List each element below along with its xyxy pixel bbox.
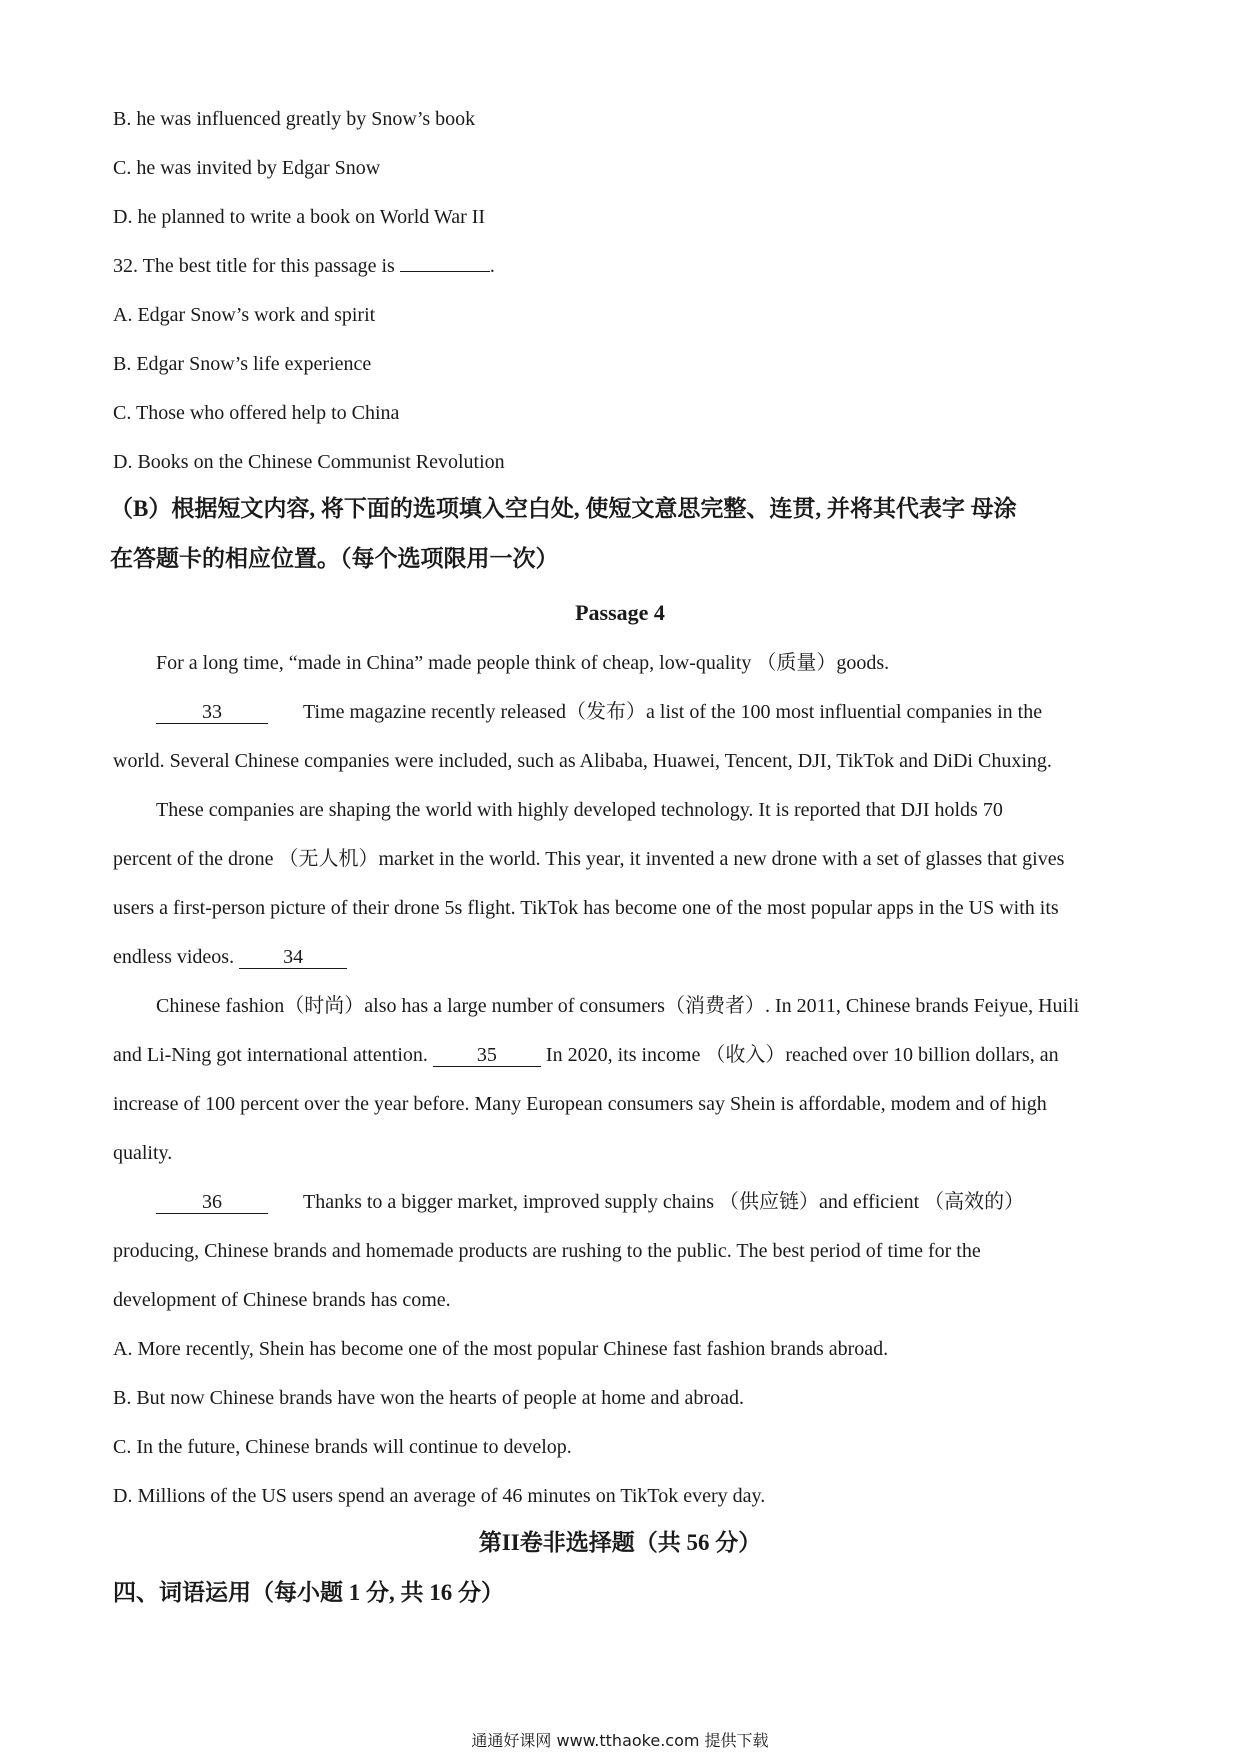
passage-paragraph-3-line3: users a first-person picture of their drone 5s flight. TikTok has become one of the most popular apps in the US with its (113, 897, 1059, 919)
paragraph-3-end-text: endless videos. (113, 946, 235, 968)
q31-option-d: D. he planned to write a book on World War II (113, 206, 486, 228)
q32-option-d: D. Books on the Chinese Communist Revolution (113, 451, 505, 473)
q32-option-a: A. Edgar Snow’s work and spirit (113, 304, 376, 326)
blank-34: 34 (239, 946, 347, 969)
passage-paragraph-4-line3: increase of 100 percent over the year before. Many European consumers say Shein is affordable, modem and of high (113, 1093, 1047, 1115)
choice-c: C. In the future, Chinese brands will continue to develop. (113, 1436, 572, 1458)
paragraph-2-text: Time magazine recently released（发布）a list of the 100 most influential companies in the (303, 701, 1043, 723)
q32-stem-period: . (489, 255, 495, 277)
section-b-instruction-line1: （B）根据短文内容, 将下面的选项填入空白处, 使短文意思完整、连贯, 并将其代表字 母涂 (110, 496, 1017, 521)
page-footer: 通通好课网 www.tthaoke.com 提供下载 (471, 1731, 769, 1750)
passage-paragraph-2-line2: world. Several Chinese companies were included, such as Alibaba, Huawei, Tencent, DJI, TikTok and DiDi Chuxing. (113, 750, 1052, 772)
paragraph-4-pre-text: and Li-Ning got international attention. (113, 1044, 428, 1066)
passage-paragraph-3-line1: These companies are shaping the world with highly developed technology. It is reported that DJI holds 70 (156, 799, 1003, 821)
choice-a: A. More recently, Shein has become one of the most popular Chinese fast fashion brands abroad. (113, 1338, 889, 1360)
passage-paragraph-3-line2: percent of the drone （无人机）market in the world. This year, it invented a new drone with a set of glasses that gives (113, 848, 1065, 870)
passage-paragraph-4-line4: quality. (113, 1142, 173, 1164)
passage-paragraph-5-line2: producing, Chinese brands and homemade products are rushing to the public. The best period of time for the (113, 1240, 981, 1262)
passage-paragraph-2-line1 (156, 699, 1042, 725)
passage-paragraph-5-line1 (156, 1189, 1024, 1215)
passage-paragraph-4-line1: Chinese fashion（时尚）also has a large number of consumers（消费者）. In 2011, Chinese brands Feiyue, Huili (156, 995, 1080, 1017)
choice-d: D. Millions of the US users spend an average of 46 minutes on TikTok every day. (113, 1485, 766, 1507)
part-4-title: 四、词语运用（每小题 1 分, 共 16 分） (113, 1580, 504, 1605)
choice-b: B. But now Chinese brands have won the hearts of people at home and abroad. (113, 1387, 744, 1409)
q31-option-c: C. he was invited by Edgar Snow (113, 157, 381, 179)
passage-paragraph-1: For a long time, “made in China” made people think of cheap, low-quality （质量）goods. (156, 652, 890, 674)
section-b-instruction-line2: 在答题卡的相应位置。（每个选项限用一次） (110, 546, 559, 571)
blank-36: 36 (156, 1191, 268, 1214)
passage-title: Passage 4 (575, 600, 665, 625)
q32-stem (113, 253, 495, 279)
passage-paragraph-5-line3: development of Chinese brands has come. (113, 1289, 451, 1311)
q32-option-b: B. Edgar Snow’s life experience (113, 353, 372, 375)
blank-35: 35 (433, 1044, 541, 1067)
q32-option-c: C. Those who offered help to China (113, 402, 400, 424)
paragraph-4-post-text: In 2020, its income （收入）reached over 10 billion dollars, an (545, 1044, 1059, 1066)
passage-paragraph-3-line4 (113, 944, 347, 970)
q32-stem-text: 32. The best title for this passage is (113, 255, 395, 277)
q32-answer-blank (400, 271, 490, 272)
q31-option-b: B. he was influenced greatly by Snow’s book (113, 108, 476, 130)
blank-33: 33 (156, 701, 268, 724)
paragraph-5-text: Thanks to a bigger market, improved supply chains （供应链）and efficient （高效的） (303, 1191, 1025, 1213)
part-2-title: 第II卷非选择题（共 56 分） (478, 1530, 762, 1555)
passage-paragraph-4-line2 (113, 1042, 1059, 1068)
